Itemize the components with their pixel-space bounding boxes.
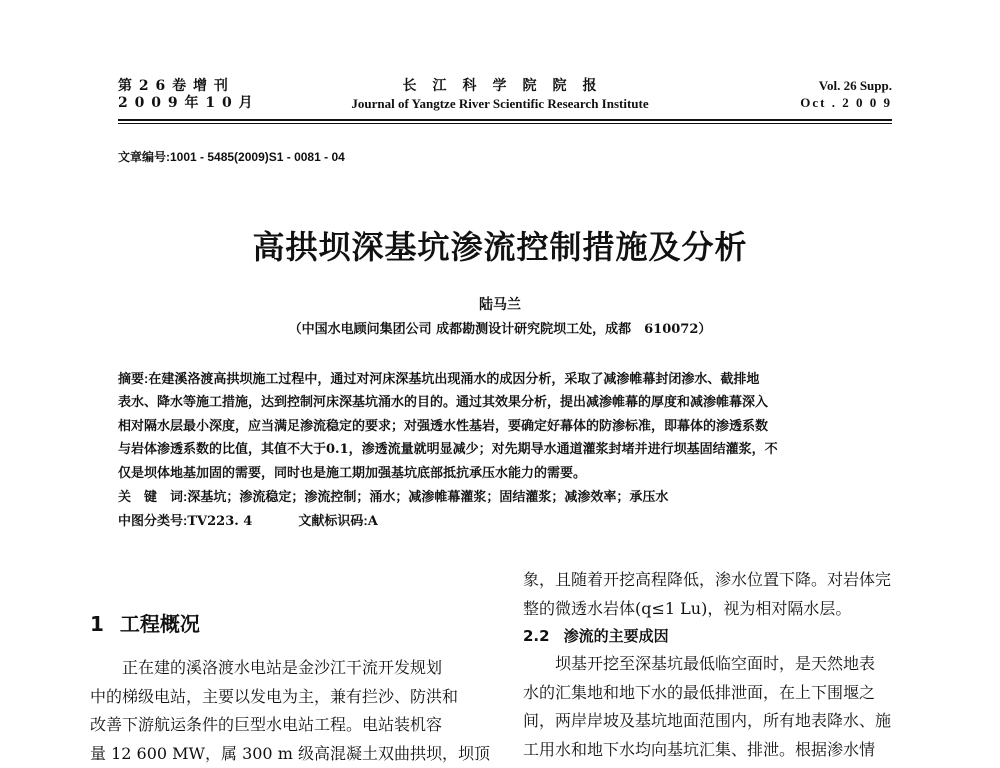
article-number-value: 1001 - 5485(2009)S1 - 0081 - 04 — [170, 150, 345, 164]
section-heading-1 — [90, 608, 200, 637]
clc-label: 中图分类号: — [118, 513, 187, 528]
body-line: 坝基开挖至深基坑最低临空面时，是天然地表 — [523, 650, 933, 679]
body-line: 改善下游航运条件的巨型水电站工程。电站装机容 — [90, 711, 490, 740]
right-column-body-bottom — [523, 650, 933, 764]
doc-code-value: A — [368, 514, 378, 529]
body-line: 象，且随着开挖高程降低，渗水位置下降。对岩体完 — [523, 566, 923, 595]
right-column-body-top — [523, 566, 923, 623]
doc-code-label: 文献标识码: — [298, 513, 367, 528]
journal-name-en: Journal of Yangtze River Scientific Research Institute — [300, 96, 700, 112]
subsection-number: 2.2 — [523, 627, 550, 645]
subsection-title: 渗流的主要成因 — [564, 627, 669, 645]
abstract-line: 摘要:在建溪洛渡高拱坝施工过程中，通过对河床深基坑出现涌水的成因分析，采取了减渗帷幕封闭渗水、截排地 — [118, 367, 896, 391]
body-line: 量 12 600 MW，属 300 m 级高混凝土双曲拱坝，坝顶 — [90, 740, 490, 768]
keywords-line — [118, 485, 896, 509]
body-line: 水的汇集地和地下水的最低排泄面，在上下围堰之 — [523, 679, 933, 708]
clc-value: TV223. 4 — [187, 514, 252, 529]
classification-line — [118, 509, 896, 533]
journal-name-cn: 长 江 科 学 院 院 报 — [380, 78, 620, 95]
header-rule-thin — [118, 123, 892, 124]
body-line: 中的梯级电站，主要以发电为主，兼有拦沙、防洪和 — [90, 683, 490, 712]
paper-title: 高拱坝深基坑渗流控制措施及分析 — [0, 222, 1000, 268]
body-line: 正在建的溪洛渡水电站是金沙江干流开发规划 — [90, 654, 490, 683]
header-rule-thick — [118, 119, 892, 121]
journal-volume-cn: 第 2 6 卷 增 刊 — [118, 78, 229, 95]
author-name: 陆马兰 — [0, 294, 1000, 314]
abstract-block — [118, 367, 896, 534]
section-number: 1 — [90, 612, 104, 636]
keywords-value: 深基坑；渗流稳定；渗流控制；涌水；减渗帷幕灌浆；固结灌浆；减渗效率；承压水 — [187, 490, 668, 505]
author-affiliation: （中国水电顾问集团公司 成都勘测设计研究院坝工处，成都 610072） — [0, 318, 1000, 337]
section-title: 工程概况 — [120, 612, 200, 636]
body-line: 间，两岸岸坡及基坑地面范围内，所有地表降水、施 — [523, 707, 933, 736]
journal-date-cn: 2 0 0 9 年 1 0 月 — [118, 95, 254, 112]
subsection-heading-2-2 — [523, 625, 669, 646]
left-column-body — [90, 654, 490, 768]
journal-date-en: Oct . 2 0 0 9 — [720, 95, 892, 111]
abstract-line: 仅是坝体地基加固的需要，同时也是施工期加强基坑底部抵抗承压水能力的需要。 — [118, 462, 896, 485]
abstract-label: 摘要: — [118, 371, 148, 386]
article-number — [118, 148, 345, 165]
body-line: 整的微透水岩体(q≤1 Lu)，视为相对隔水层。 — [523, 595, 923, 624]
article-number-label: 文章编号: — [118, 150, 170, 164]
keywords-label: 关 键 词: — [118, 489, 187, 504]
body-line: 工用水和地下水均向基坑汇集、排泄。根据渗水情 — [523, 736, 933, 765]
abstract-line: 相对隔水层最小深度，应当满足渗流稳定的要求；对强透水性基岩，要确定好幕体的防渗标准，即幕体的渗透系数 — [118, 415, 896, 438]
abstract-line: 表水、降水等施工措施，达到控制河床深基坑涌水的目的。通过其效果分析，提出减渗帷幕的厚度和减渗帷幕深入 — [118, 391, 896, 414]
abstract-line: 与岩体渗透系数的比值，其值不大于0.1，渗透流量就明显减少；对先期导水通道灌浆封堵并进行坝基固结灌浆，不 — [118, 438, 896, 461]
journal-volume-en: Vol. 26 Supp. — [720, 78, 892, 94]
